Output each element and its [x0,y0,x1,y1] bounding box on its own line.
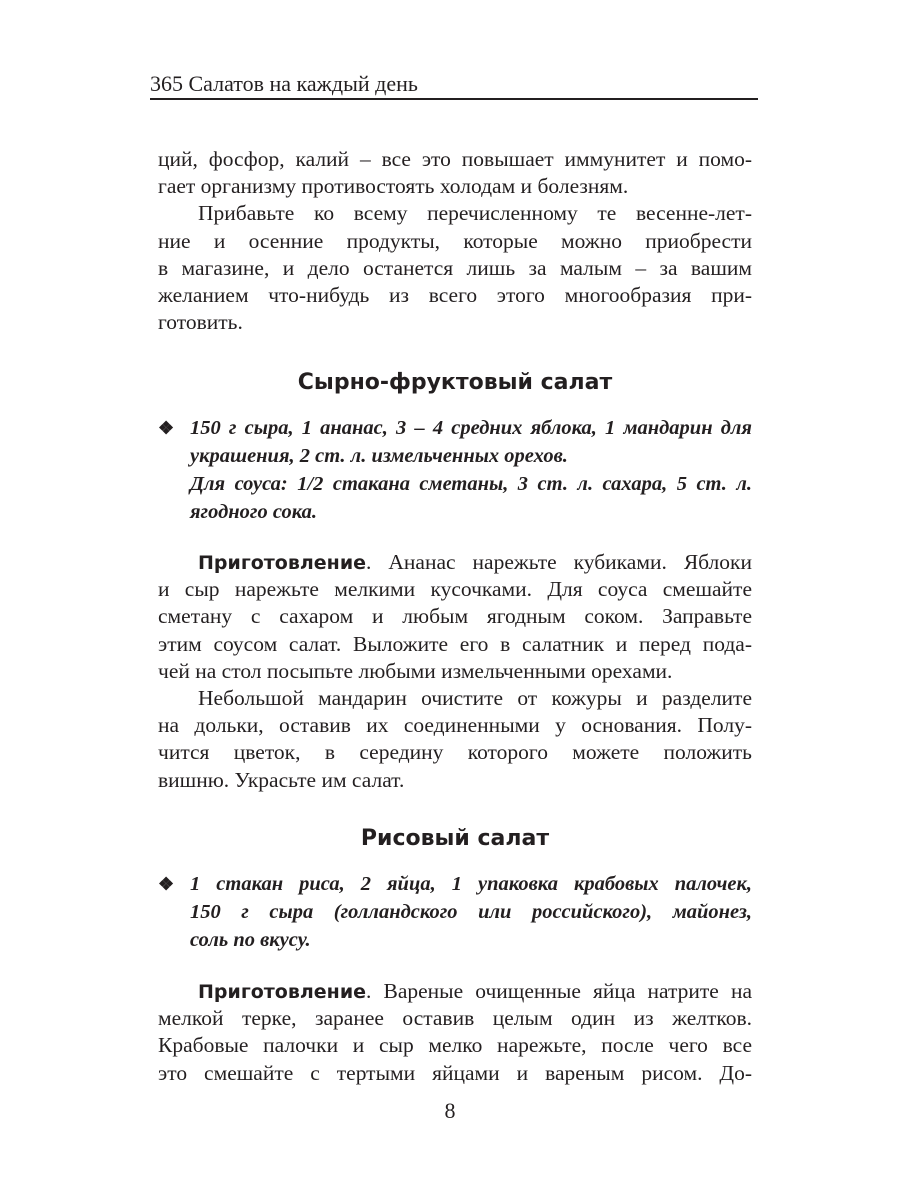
text-line [158,549,752,576]
text-line: желанием что-нибудь из всего этого многообразия при- [158,282,752,307]
text-line: Для соуса: 1/2 стакана сметаны, 3 ст. л. сахара, 5 ст. л. [190,473,752,495]
text-line: Прибавьте ко всему перечисленному те весенне-лет- [198,201,752,226]
text-line: чей на стол посыпьте любыми измельченными орехами. [158,658,673,683]
text-line: на дольки, оставив их соединенными у основания. Полу- [158,713,752,738]
text-line: украшения, 2 ст. л. измельченных орехов. [190,445,568,467]
page-number: 8 [444,1098,456,1123]
bullet-icon: ❖ [158,874,175,894]
text-line: этим соусом салат. Выложите его в салатник и перед пода- [158,631,752,656]
text-line: мелкой терке, заранее оставив целым один из желтков. [158,1006,752,1031]
text-line: готовить. [158,310,243,335]
text-line: соль по вкусу. [190,929,311,951]
text-line: Крабовые палочки и сыр мелко нарежьте, после чего все [158,1033,752,1058]
intro-text [158,146,752,336]
prep-label: Приготовление [198,981,367,1003]
text-line: сметану с сахаром и любым ягодным соком. Заправьте [158,604,752,629]
text-line: 150 г сыра (голландского или российского), майонез, [190,901,752,923]
preparation-text [158,978,752,1087]
running-header: 365 Салатов на каждый день [150,70,758,100]
text-line: Небольшой мандарин очистите от кожуры и разделите [198,685,752,710]
text-line: 1 стакан риса, 2 яйца, 1 упаковка крабовых палочек, [190,873,752,895]
recipe-title: Сырно-фруктовый салат [297,370,613,395]
ingredients-list [158,414,752,526]
recipe-title: Рисовый салат [360,826,550,851]
ingredients-list [158,870,752,954]
text-line [158,978,752,1005]
text-line: гает организму противостоять холодам и болезням. [158,174,629,199]
text-line: ягодного сока. [190,501,317,523]
text-line: ций, фосфор, калий – все это повышает иммунитет и помо- [158,147,752,171]
text-line: и сыр нарежьте мелкими кусочками. Для соуса смешайте [158,577,752,602]
text-line: это смешайте с тертыми яйцами и вареным рисом. До- [158,1060,752,1085]
preparation-text [158,549,752,794]
prep-label: Приготовление [198,552,367,574]
text-line: вишню. Украсьте им салат. [158,767,405,792]
text-span: . Вареные очищенные яйца натрите на [366,979,752,1003]
text-line: 150 г сыра, 1 ананас, 3 – 4 средних яблока, 1 мандарин для [190,417,752,439]
text-line: ние и осенние продукты, которые можно приобрести [158,228,752,253]
bullet-icon: ❖ [158,418,175,438]
text-span: . Ананас нарежьте кубиками. Яблоки [366,550,752,574]
text-line: в магазине, и дело останется лишь за малым – за вашим [158,255,752,280]
text-line: чится цветок, в середину которого можете положить [158,740,752,765]
